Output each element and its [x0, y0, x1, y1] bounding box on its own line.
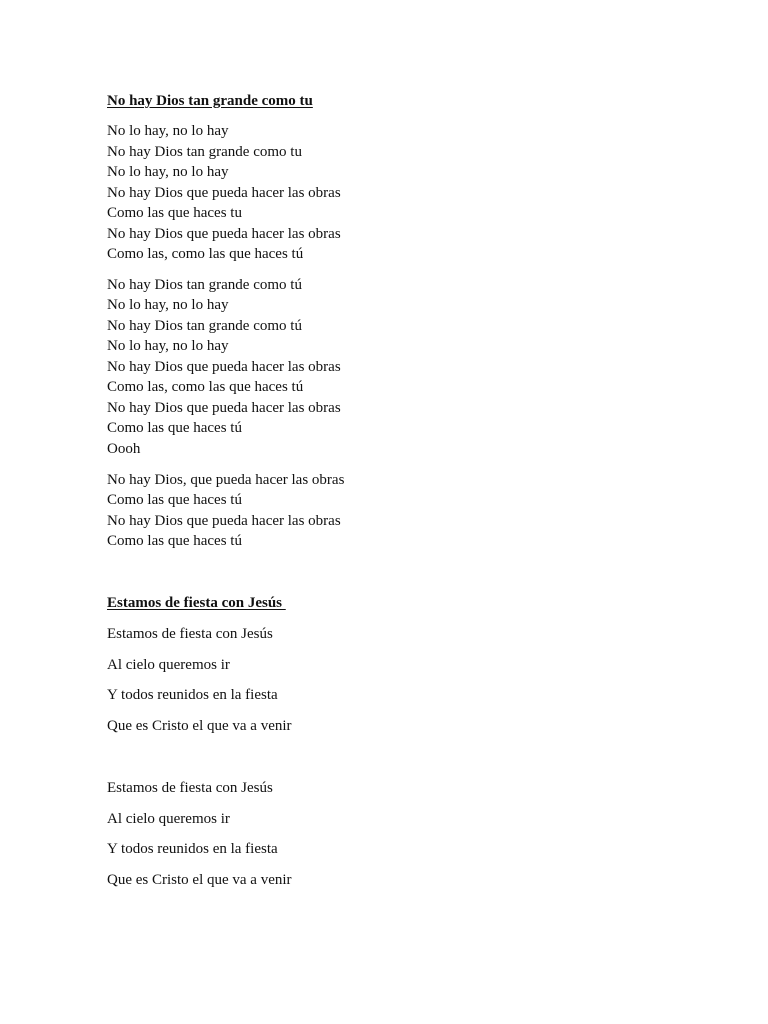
song-title: Estamos de fiesta con Jesús	[107, 595, 286, 611]
lyric-line: Como las, como las que haces tú	[107, 246, 304, 262]
lyric-line: Estamos de fiesta con Jesús	[107, 780, 273, 796]
lyric-line: Como las que haces tu	[107, 205, 242, 221]
lyric-line: Como las que haces tú	[107, 492, 242, 508]
lyric-line: No lo hay, no lo hay	[107, 338, 229, 354]
lyric-line: Al cielo queremos ir	[107, 811, 230, 827]
lyric-line: No hay Dios que pueda hacer las obras	[107, 185, 341, 201]
lyric-line: Que es Cristo el que va a venir	[107, 872, 292, 888]
lyric-line: No hay Dios que pueda hacer las obras	[107, 513, 341, 529]
lyric-line: Oooh	[107, 441, 141, 457]
lyric-line: Al cielo queremos ir	[107, 657, 230, 673]
lyric-line: Que es Cristo el que va a venir	[107, 718, 292, 734]
lyric-line: Estamos de fiesta con Jesús	[107, 626, 273, 642]
lyric-line: No hay Dios, que pueda hacer las obras	[107, 472, 345, 488]
lyric-line: No hay Dios que pueda hacer las obras	[107, 226, 341, 242]
lyric-line: Como las que haces tú	[107, 533, 242, 549]
lyric-line: No lo hay, no lo hay	[107, 297, 229, 313]
lyric-line: No lo hay, no lo hay	[107, 164, 229, 180]
lyric-line: No lo hay, no lo hay	[107, 123, 229, 139]
lyric-line: Y todos reunidos en la fiesta	[107, 841, 278, 857]
lyric-line: No hay Dios que pueda hacer las obras	[107, 359, 341, 375]
lyric-line: Como las, como las que haces tú	[107, 379, 304, 395]
lyric-line: Como las que haces tú	[107, 420, 242, 436]
lyric-line: No hay Dios tan grande como tú	[107, 277, 302, 293]
lyric-line: No hay Dios que pueda hacer las obras	[107, 400, 341, 416]
song-title: No hay Dios tan grande como tu	[107, 93, 313, 109]
lyric-line: No hay Dios tan grande como tú	[107, 318, 302, 334]
lyric-line: Y todos reunidos en la fiesta	[107, 687, 278, 703]
lyric-line: No hay Dios tan grande como tu	[107, 144, 302, 160]
